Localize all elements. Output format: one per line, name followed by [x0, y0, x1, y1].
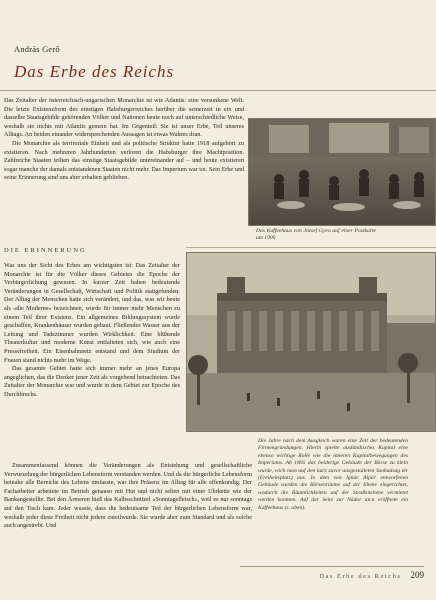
stock-exchange-photo [186, 252, 436, 432]
intro-text [4, 97, 244, 183]
top-rule [0, 90, 436, 91]
cafe-photo-caption: Das Kaffeehaus von József Gyeo auf einer Postkarte um 1900 [256, 228, 376, 242]
section-text-left [4, 262, 180, 400]
section-paragraph-1: Was uns der Sicht des Erbes am wichtigsten ist: Das Zeitalter der Monarchie ist für die Völker dieses Gebietes die Epoche der Verbürgerlichung gewesen. In kurzer Zeit haben bedeutende Veränderungen in Gesellschaft, Wirtschaft und Politik stattgefunden: Der Alltag der Menschen hatte sich verändert, und das, was wir heute als «die Moderne» bezeichnen, wurde für immer mehr Menschen zu einem Teil ihrer Existenz. Ein allgemeines Bildungssystem wurde geschaffen, Krankenhäuser wurden gebaut. Fließendes Wasser aus der Leitung und Tadezimmer wurden Wirklichkeit. Eine blühende Theaterkultur und moderne Kunst entfalteten sich, wie auch eine Pressefreiheit. Ein Eisenbahnnetz entstand und dem Studium der Frauen stand nichts mehr im Wege. [4, 262, 180, 364]
section-paragraph-3: Zusammenfassend können die Veränderungen als Entstehung und gesellschaftliche Verwurzelung der bürgerlichen Lebensform verstanden werden. Und da die bürgerliche Lebensform beinahe alle Bereiche des Lebens umfasste, war ihre Präsenz im Alltag für alle offenkundig. Der Facharbeiter arbeitete im Betrieb genauso mit Hut und nicht selten mit einer Uhrkette wie der Bankangestellte. Bei den Ärmeren hieß das Kalbsschnitzel «Sonntagsfleisch», weil es nur sonntags auf den Tisch kam. Jeder wusste, dass die bedeutsame Teil der bürgerlichen Lebensform war, weshalb jeder diese Freiheit nicht jedem zuteilwurde. Sie wurde aber zum Standard und als solche auch angestrebt. Und [4, 462, 252, 530]
footer-rule [240, 566, 424, 567]
author-name: András Gerő [14, 44, 60, 54]
intro-paragraph-2: Die Monarchie als territoriale Einheit und als politische Struktur hatte 1918 aufgehört zu existieren. Nach mehreren Jahrhunderten verloren die Habsburger ihre Machtposition. Zahlreiche Staaten teilten das einstige Staatsgebilde untereinander auf – und heute existieren sogar manche der damals entstandenen Staaten nicht mehr. Das Imperium war tot. Sein Erbe und seine Erinnerung sind uns aber erhalten geblieben. [4, 139, 244, 182]
page-footer [319, 570, 424, 580]
section-paragraph-2: Das gesamte Gebiet hatte sich immer mehr an jenes Europa angeglichen, das die Denker jener Zeit als vorgebend betrachteten. Das Zeitalter der Monarchie war und wurde in dem Gebiet zur Epoche des Durchbruchs. [4, 365, 180, 398]
chapter-title: Das Erbe des Reichs [14, 62, 175, 81]
cafe-photo [248, 118, 436, 226]
section-text-bottom [4, 462, 252, 531]
stock-exchange-caption: Die Jahre nach dem Ausgleich waren eine Zeit der bedeutenden Firmengründungen. Hierin spielte ausländisches Kapital eine ebenso wichtige Rolle wie die inneren Kapitalbewegungen des Imperiums. Ab 1895 das beiderige Gebäude der Börse zu klein wurde, wich man auf den kurz zuvor ausgestalteten Szabadság tér (Freiheitsplatz) aus. In dem von Ignác Alpár entworfenen Gebäude wurden die Börsenräume auf der Ebene eingerichtet, wodurch die Räumlichkeiten auf der Straßenebene vermietet werden konnten. Auf der Seite zur Nádor utca eröffnete ein Kaffeehaus (s. oben). [258, 438, 408, 511]
intro-paragraph-1: Das Zeitalter der österreichisch-ungarischen Monarchie ist wie Atlantis: eine versunkene Welt. Die letzte Existenzform des einstigen Habsburgerreiches herüber die seinerzeit in ein und dasselbe Staatsgebilde gehörenden Völker und Nationen heute noch auf unterschiedliche Weise, weshalb sie nichts mit Atlantis gemein hat. Im Gegenteil: Sie ist unser Erbe, Teil unseres Alltags. An beiden einander widersprechenden Aussagen ist etwas Wahres dran. [4, 97, 244, 139]
cafe-photo-image [249, 119, 435, 225]
section-heading: DIE ERINNERUNG [4, 247, 87, 254]
stock-exchange-photo-image [187, 253, 435, 431]
section-rule [186, 247, 436, 248]
running-head: Das Erbe des Reichs [319, 573, 402, 580]
page-number: 209 [410, 570, 424, 580]
